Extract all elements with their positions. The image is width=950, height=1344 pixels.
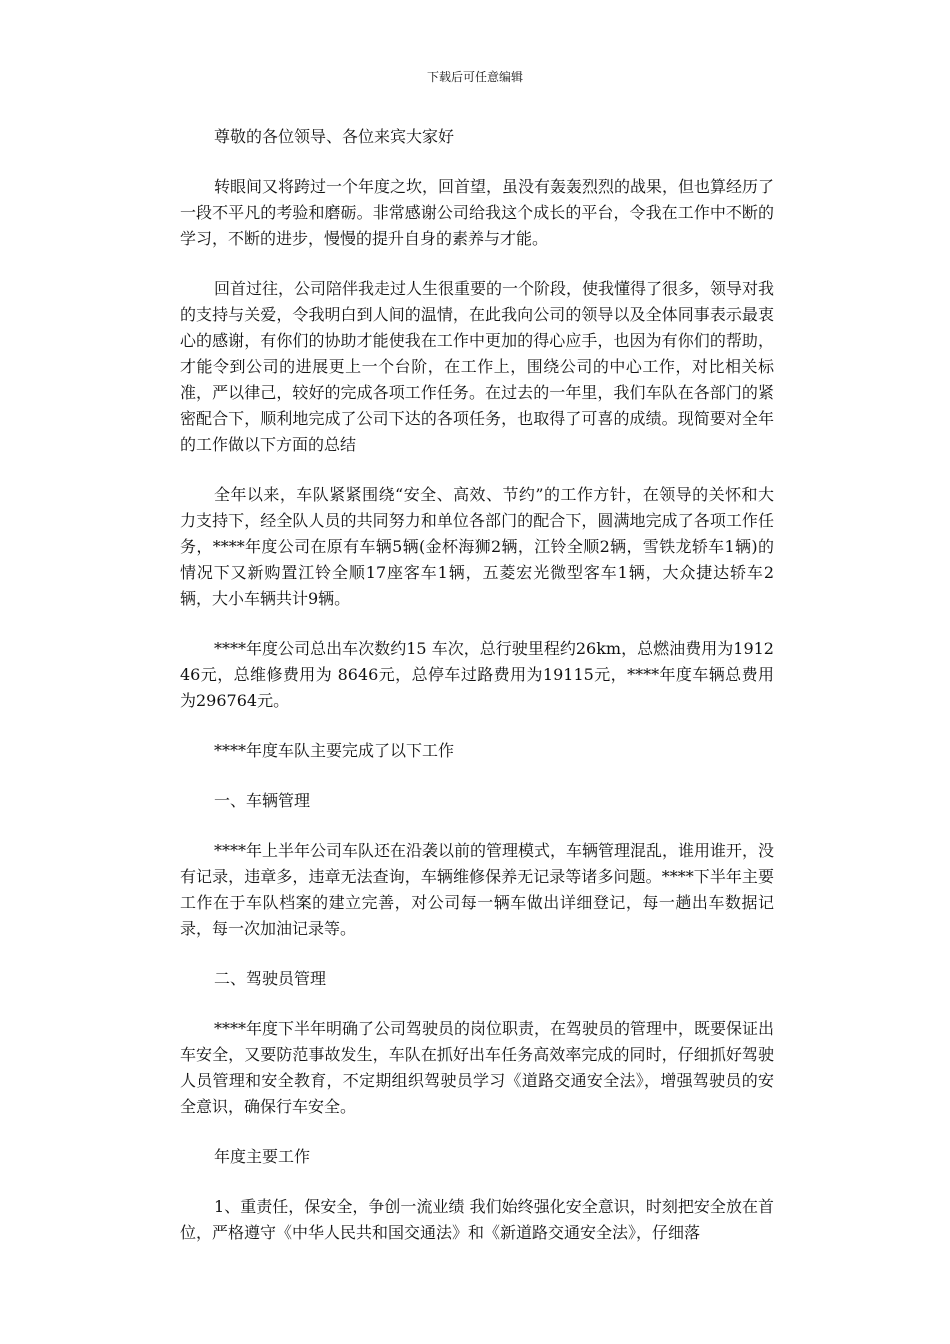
body-paragraph: 1、重责任，保安全，争创一流业绩 我们始终强化安全意识，时刻把安全放在首位，严格遵守《中华人民共和国交通法》和《新道路交通安全法》，仔细落	[180, 1197, 774, 1242]
section-heading: 二、驾驶员管理	[214, 969, 327, 988]
section-heading: 一、车辆管理	[214, 791, 311, 810]
greeting-paragraph: 尊敬的各位领导、各位来宾大家好	[214, 127, 455, 146]
body-paragraph: 转眼间又将跨过一个年度之坎，回首望，虽没有轰轰烈烈的战果，但也算经历了一段不平凡的考验和磨砺。非常感谢公司给我这个成长的平台，令我在工作中不断的学习，不断的进步，慢慢的提升自身的素养与才能。	[180, 177, 775, 248]
page-header: 下载后可任意编辑	[426, 70, 523, 84]
body-paragraph: 回首过往，公司陪伴我走过人生很重要的一个阶段，使我懂得了很多，领导对我的支持与关爱，令我明白到人间的温情，在此我向公司的领导以及全体同事表示最衷心的感谢，有你们的协助才能使我在工作中更加的得心应手，也因为有你们的帮助，才能令到公司的进展更上一个台阶，在工作上，围绕公司的中心工作，对比相关标准，严以律己，较好的完成各项工作任务。在过去的一年里，我们车队在各部门的紧密配合下，顺利地完成了公司下达的各项任务，也取得了可喜的成绩。现简要对全年的工作做以下方面的总结	[180, 279, 775, 454]
section-heading: ****年度车队主要完成了以下工作	[214, 741, 455, 760]
section-heading: 年度主要工作	[214, 1147, 311, 1166]
body-paragraph: ****年度公司总出车次数约15 车次，总行驶里程约26km，总燃油费用为191246元，总维修费用为 8646元，总停车过路费用为19115元，****年度车辆总费用为296764元。	[180, 639, 774, 710]
body-paragraph: ****年度下半年明确了公司驾驶员的岗位职责，在驾驶员的管理中，既要保证出车安全，又要防范事故发生，车队在抓好出车任务高效率完成的同时，仔细抓好驾驶人员管理和安全教育，不定期组织驾驶员学习《道路交通安全法》，增强驾驶员的安全意识，确保行车安全。	[180, 1019, 775, 1116]
body-paragraph: 全年以来，车队紧紧围绕“安全、高效、节约”的工作方针，在领导的关怀和大力支持下，经全队人员的共同努力和单位各部门的配合下，圆满地完成了各项工作任务，****年度公司在原有车辆5辆(金杯海狮2辆，江铃全顺2辆，雪铁龙轿车1辆)的情况下又新购置江铃全顺17座客车1辆，五菱宏光微型客车1辆，大众捷达轿车2辆，大小车辆共计9辆。	[180, 485, 774, 608]
body-paragraph: ****年上半年公司车队还在沿袭以前的管理模式，车辆管理混乱，谁用谁开，没有记录，违章多，违章无法查询，车辆维修保养无记录等诸多问题。****下半年主要工作在于车队档案的建立完善，对公司每一辆车做出详细登记，每一趟出车数据记录，每一次加油记录等。	[180, 841, 775, 938]
document-body	[180, 124, 774, 1270]
